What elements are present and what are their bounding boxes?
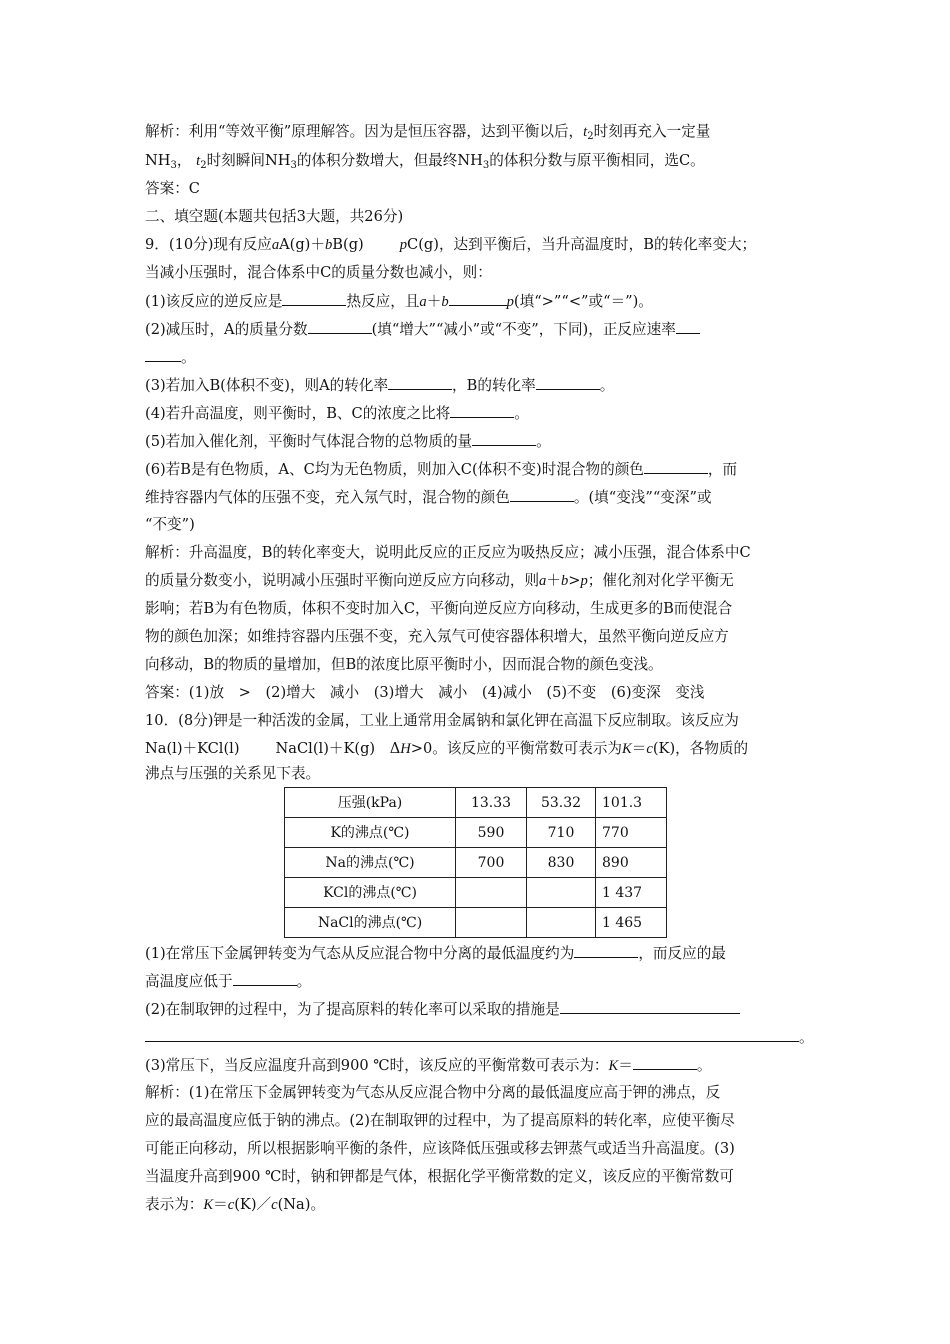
text: NH xyxy=(145,152,171,169)
answer-blank[interactable] xyxy=(560,999,740,1014)
q10-analysis-line-1: 解析：(1)在常压下金属钾转变为气态从反应混合物中分离的最低温度应高于钾的沸点，反 xyxy=(145,1084,721,1101)
table-cell: 590 xyxy=(456,818,527,848)
answer-blank[interactable] xyxy=(449,291,507,306)
text: 时刻再充入一定量 xyxy=(593,123,711,140)
var-p: p xyxy=(399,237,408,253)
text: (4)若升高温度，则平衡时，B、C的浓度之比将 xyxy=(145,405,451,422)
q10-part-3 xyxy=(145,1055,810,1076)
text: ，而反应的最 xyxy=(638,945,726,962)
text: 。 xyxy=(514,405,529,422)
q10-analysis-line-3: 可能正向移动，所以根据影响平衡的条件，应该降低压强或移去钾蒸气或适当升高温度。(3) xyxy=(145,1140,735,1157)
q9-answer: 答案：(1)放 > (2)增大 减小 (3)增大 减小 (4)减小 (5)不变 (6)变深 变浅 xyxy=(145,684,705,701)
q10-analysis-line-5 xyxy=(145,1195,810,1215)
var-K: K xyxy=(203,1197,214,1213)
table-cell: KCl的沸点(℃) xyxy=(285,878,456,908)
text: ＝ xyxy=(618,1057,633,1074)
var-p: p xyxy=(506,294,514,310)
var-t: t xyxy=(196,153,201,169)
text: ＝ xyxy=(631,740,647,757)
answer-blank[interactable] xyxy=(536,375,600,390)
q9-analysis-line-4: 物的颜色加深；如维持容器内压强不变，充入氖气可使容器体积增大，虽然平衡向逆反应方 xyxy=(145,628,729,645)
answer-blank[interactable] xyxy=(676,319,700,334)
q9-analysis-line-1: 解析：升高温度，B的转化率变大，说明此反应的正反应为吸热反应；减小压强，混合体系中C xyxy=(145,544,751,561)
answer-blank[interactable] xyxy=(388,375,452,390)
text: Na(l)＋KCl(l) xyxy=(145,740,240,757)
answer-blank[interactable] xyxy=(308,319,372,334)
q10-analysis-line-4: 当温度升高到900 ℃时，钠和钾都是气体，根据化学平衡常数的定义，该反应的平衡常数可 xyxy=(145,1168,734,1185)
table-row xyxy=(285,848,667,878)
q9-part-1 xyxy=(145,291,810,312)
text: 。 xyxy=(296,973,312,990)
text: ＝ xyxy=(213,1196,228,1213)
subscript: 3 xyxy=(290,160,297,171)
table-header-cell: 101.3 xyxy=(596,788,667,818)
text: 的质量分数变小，说明减小压强时平衡向逆反应方向移动，则 xyxy=(145,572,540,589)
text: 。(填“变浅”“变深”或 xyxy=(573,489,712,506)
answer-blank[interactable] xyxy=(450,403,514,418)
q9-part-2 xyxy=(145,319,810,340)
text: > xyxy=(568,572,581,589)
table-header-cell: 压强(kPa) xyxy=(285,788,456,818)
table-cell xyxy=(456,908,527,938)
answer-blank[interactable] xyxy=(282,291,346,306)
text: >0。该反应的平衡常数可表示为 xyxy=(410,740,623,757)
var-a: a xyxy=(419,294,427,310)
text: ＋ xyxy=(426,293,442,310)
table-row xyxy=(285,818,667,848)
subscript: 3 xyxy=(170,160,177,171)
var-b: b xyxy=(560,573,569,589)
table-row xyxy=(285,908,667,938)
var-c: c xyxy=(646,741,653,757)
q10-stem-line-3: 沸点与压强的关系见下表。 xyxy=(145,765,321,782)
q9-part-3 xyxy=(145,375,810,396)
text: 的体积分数增大，但最终NH xyxy=(296,152,483,169)
table-header-cell: 53.32 xyxy=(527,788,596,818)
text: (K)／ xyxy=(234,1196,272,1213)
text: (3)常压下，当反应温度升高到900 ℃时，该反应的平衡常数可表示为： xyxy=(145,1057,609,1074)
text: (6)若B是有色物质，A、C均为无色物质，则加入C(体积不变)时混合物的颜色 xyxy=(145,461,644,478)
text: 解析：利用“等效平衡”原理解答。因为是恒压容器，达到平衡以后， xyxy=(145,123,584,140)
table-cell: Na的沸点(℃) xyxy=(285,848,456,878)
text: (1)在常压下金属钾转变为气态从反应混合物中分离的最低温度约为 xyxy=(145,945,575,962)
table-header-cell: 13.33 xyxy=(456,788,527,818)
table-cell: 710 xyxy=(527,818,596,848)
text: 。 xyxy=(536,433,551,450)
var-K: K xyxy=(622,741,632,757)
q9-part-2-cont xyxy=(145,347,810,368)
text: 时刻瞬间NH xyxy=(206,152,291,169)
text: 9．(10分)现有反应 xyxy=(145,236,272,253)
text: (K)，各物质的 xyxy=(652,740,749,757)
var-a: a xyxy=(539,573,547,589)
text: A(g)＋ xyxy=(279,236,325,253)
answer-blank-cont[interactable] xyxy=(145,1027,799,1042)
table-cell xyxy=(527,878,596,908)
table-cell: NaCl的沸点(℃) xyxy=(285,908,456,938)
table-cell: 890 xyxy=(596,848,667,878)
var-H: H xyxy=(400,741,411,757)
text: 的体积分数与原平衡相同，选C。 xyxy=(489,152,705,169)
subscript: 2 xyxy=(587,131,594,142)
q9-analysis-line-5: 向移动，B的物质的量增加，但B的浓度比原平衡时小，因而混合物的颜色变浅。 xyxy=(145,656,663,673)
text: (3)若加入B(体积不变)，则A的转化率 xyxy=(145,377,389,394)
q10-part-1-line-2 xyxy=(145,971,810,992)
table-row xyxy=(285,878,667,908)
subscript: 3 xyxy=(482,160,490,171)
answer-blank[interactable] xyxy=(644,459,708,474)
text: 高温度应低于 xyxy=(145,973,233,990)
text: (2)在制取钾的过程中，为了提高原料的转化率可以采取的措施是 xyxy=(145,1001,560,1018)
q9-part-4 xyxy=(145,403,810,424)
text: (填“>”“<”或“＝”)。 xyxy=(513,293,653,310)
answer-blank[interactable] xyxy=(472,431,536,446)
q9-stem-line-2: 当减小压强时，混合体系中C的质量分数也减小，则： xyxy=(145,264,492,281)
text: 热反应，且 xyxy=(346,293,420,310)
text: 。 xyxy=(181,349,196,366)
text: 维持容器内气体的压强不变，充入氖气时，混合物的颜色 xyxy=(145,489,510,506)
answer-blank[interactable] xyxy=(233,971,297,986)
section-title: 二、填空题(本题共包括3大题，共26分) xyxy=(145,208,404,225)
text: 。 xyxy=(696,1057,712,1074)
text: ，B的转化率 xyxy=(452,377,536,394)
q9-part-6 xyxy=(145,459,810,480)
table-cell xyxy=(527,908,596,938)
table-cell: 830 xyxy=(527,848,596,878)
q9-part-6-line-3: “不变”) xyxy=(145,516,195,533)
var-c: c xyxy=(271,1197,278,1213)
table-cell xyxy=(456,878,527,908)
text: ；催化剂对化学平衡无 xyxy=(587,572,734,589)
text: (5)若加入催化剂，平衡时气体混合物的总物质的量 xyxy=(145,433,473,450)
table-cell: 700 xyxy=(456,848,527,878)
intro-analysis-line-2 xyxy=(145,151,810,171)
text: 。 xyxy=(799,1029,814,1046)
var-K: K xyxy=(608,1058,619,1074)
q9-part-6-line-2 xyxy=(145,487,810,508)
text: (2)减压时，A的质量分数 xyxy=(145,321,308,338)
table-cell: 1 465 xyxy=(596,908,667,938)
text: ，而 xyxy=(707,461,738,478)
q10-part-2-line-2 xyxy=(145,1027,814,1048)
text: C(g)，达到平衡后，当升高温度时，B的转化率变大； xyxy=(407,236,757,253)
intro-analysis-line-1 xyxy=(145,122,810,142)
var-b: b xyxy=(324,237,333,253)
q10-part-2 xyxy=(145,999,810,1020)
table-cell: K的沸点(℃) xyxy=(285,818,456,848)
text: (Na)。 xyxy=(277,1196,326,1213)
text: ， xyxy=(176,152,192,169)
table-cell: 770 xyxy=(596,818,667,848)
text: ＋ xyxy=(546,572,561,589)
table-cell: 1 437 xyxy=(596,878,667,908)
subscript: 2 xyxy=(200,160,207,171)
var-t: t xyxy=(583,124,588,140)
var-c: c xyxy=(227,1197,235,1213)
boiling-point-table xyxy=(284,787,667,938)
text: 。 xyxy=(599,377,615,394)
table-header-row xyxy=(285,788,667,818)
intro-answer: 答案：C xyxy=(145,180,200,197)
text: (1)该反应的逆反应是 xyxy=(145,293,283,310)
answer-blank[interactable] xyxy=(510,487,574,502)
q10-analysis-line-2: 应的最高温度应低于钠的沸点。(2)在制取钾的过程中，为了提高原料的转化率，应使平衡尽 xyxy=(145,1112,735,1129)
q10-part-1 xyxy=(145,943,810,964)
q10-stem-line-1: 10．(8分)钾是一种活泼的金属，工业上通常用金属钠和氯化钾在高温下反应制取。该反应为 xyxy=(145,712,739,729)
q9-part-5 xyxy=(145,431,810,452)
answer-blank-cont[interactable] xyxy=(145,347,181,362)
q9-analysis-line-3: 影响；若B为有色物质，体积不变时加入C，平衡向逆反应方向移动，生成更多的B而使混合 xyxy=(145,600,733,617)
answer-blank[interactable] xyxy=(574,943,638,958)
var-a: a xyxy=(271,237,280,253)
text: (填“增大”“减小”或“不变”，下同)，正反应速率 xyxy=(371,321,676,338)
q9-analysis-line-2 xyxy=(145,571,810,591)
q9-stem-line-1 xyxy=(145,235,810,255)
text: 表示为： xyxy=(145,1196,204,1213)
q10-stem-line-2 xyxy=(145,739,810,759)
text: B(g) xyxy=(332,236,364,253)
var-p: p xyxy=(580,573,588,589)
text: NaCl(l)＋K(g) Δ xyxy=(275,740,401,757)
answer-blank[interactable] xyxy=(633,1055,697,1070)
var-b: b xyxy=(441,294,449,310)
